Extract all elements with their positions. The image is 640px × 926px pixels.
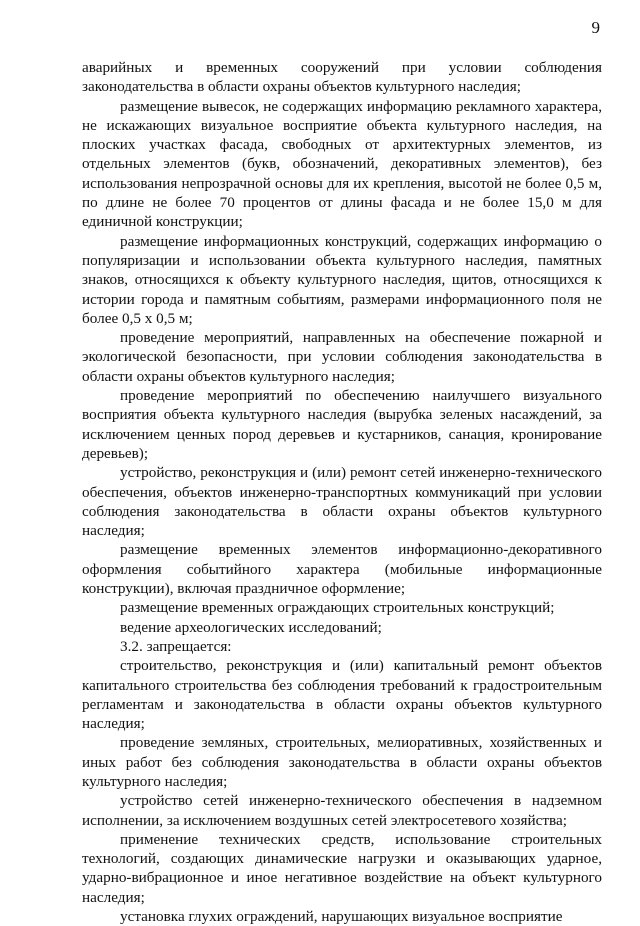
paragraph: размещение информационных конструкций, содержащих информацию о популяризации и использовании объекта культурного наследия, памятных знаков, относящихся к объекту культурного наследия, щитов, относящихся к истории города и памятным событиям, размерами информационного поля не более 0,5 х 0,5 м;: [82, 232, 602, 327]
section-heading: 3.2. запрещается:: [120, 637, 232, 655]
paragraph: проведение мероприятий по обеспечению наилучшего визуального восприятия объекта культурного наследия (вырубка зеленых насаждений, за исключением ценных пород деревьев и кустарников, санация, кронирование деревьев);: [82, 387, 602, 462]
document-body: [82, 58, 602, 926]
paragraph: установка глухих ограждений, нарушающих визуальное восприятие: [120, 908, 563, 926]
paragraph: применение технических средств, использование строительных технологий, создающих динамические нагрузки и оказывающих ударное, ударно-вибрационное и иное негативное воздействие на объект культурного наследия;: [82, 830, 602, 906]
paragraph: устройство, реконструкция и (или) ремонт сетей инженерно-технического обеспечения, объектов инженерно-транспортных коммуникаций при условии соблюдения законодательства в области охраны объектов культурного наследия;: [82, 464, 602, 540]
paragraph: строительство, реконструкция и (или) капитальный ремонт объектов капитального строительства без соблюдения требований к градостроительным регламентам и законодательства в области охраны объектов культурного наследия;: [82, 657, 602, 733]
paragraph: устройство сетей инженерно-технического обеспечения в надземном исполнении, за исключением воздушных сетей электросетевого хозяйства;: [82, 792, 602, 829]
page-number: 9: [591, 18, 600, 37]
paragraph: ведение археологических исследований;: [120, 618, 382, 636]
paragraph: размещение временных ограждающих строительных конструкций;: [120, 599, 555, 617]
paragraph: проведение мероприятий, направленных на обеспечение пожарной и экологической безопасности, при условии соблюдения законодательства в области охраны объектов культурного наследия;: [82, 329, 602, 385]
paragraph: размещение вывесок, не содержащих информацию рекламного характера, не искажающих визуальное восприятие объекта культурного наследия, на плоских участках фасада, свободных от архитектурных элементов, из отдельных элементов (букв, обозначений, декоративных элементов), без использования непрозрачной основы для их крепления, высотой не более 0,5 м, по длине не более 70 процентов от длины фасада и не более 15,0 м для единичной конструкции;: [82, 97, 602, 231]
paragraph: проведение земляных, строительных, мелиоративных, хозяйственных и иных работ без соблюдения законодательства в области охраны объектов культурного наследия;: [82, 734, 602, 790]
paragraph: размещение временных элементов информационно-декоративного оформления событийного характера (мобильные информационные конструкции), включая праздничное оформление;: [82, 541, 602, 598]
paragraph: аварийных и временных сооружений при условии соблюдения законодательства в области охраны объектов культурного наследия;: [82, 59, 602, 96]
